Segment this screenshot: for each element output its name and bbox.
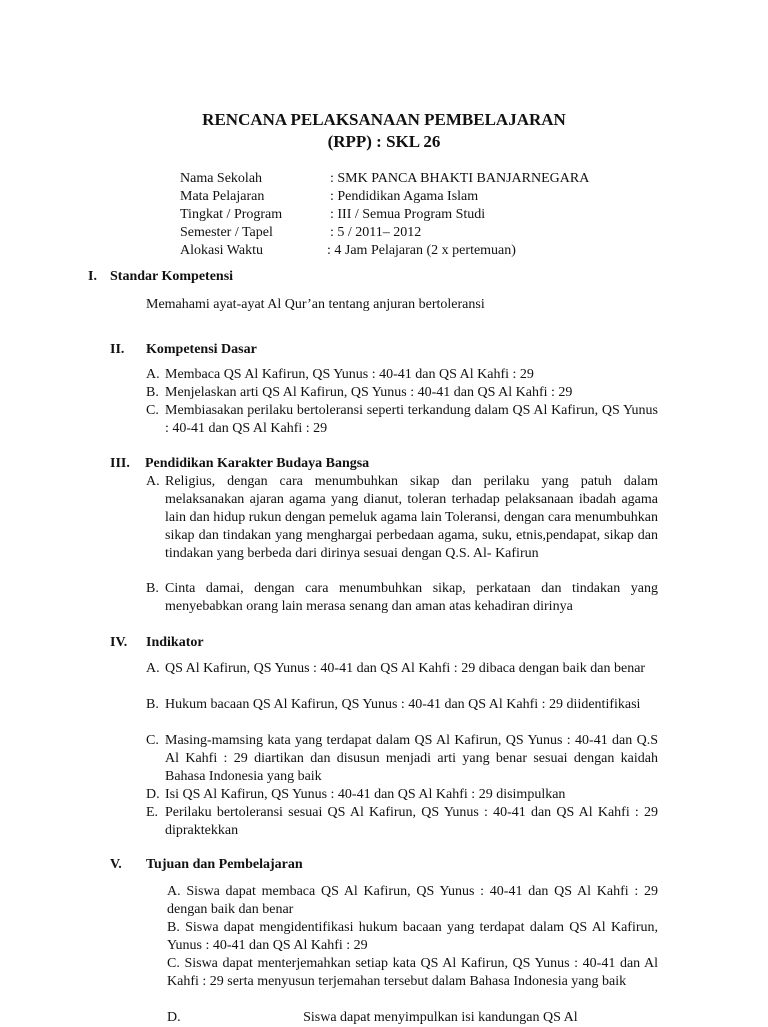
item-text: Membiasakan perilaku bertoleransi seperti terkandung dalam QS Al Kafirun, QS Yunus : 40-41 dan QS Al Kahfi : 29 (165, 403, 658, 436)
section-2-heading (110, 341, 257, 359)
item-marker: B. (146, 385, 159, 400)
info-row-level (180, 206, 485, 224)
item-text: Cinta damai, dengan cara menumbuhkan sikap, perkataan dan tindakan yang menyebabkan orang lain merasa senang dan aman atas kehadiran dirinya (165, 581, 658, 614)
list-item (146, 786, 658, 804)
section-number: IV. (110, 635, 128, 650)
info-value: : Pendidikan Agama Islam (330, 189, 479, 204)
section-5-heading (110, 856, 303, 874)
item-text: QS Al Kafirun, QS Yunus : 40-41 dan QS Al Kahfi : 29 dibaca dengan baik dan benar (165, 661, 646, 676)
item-marker: B. (146, 697, 159, 712)
objective-item: C. Siswa dapat menterjemahkan setiap kata QS Al Kafirun, QS Yunus : 40-41 dan Al Kahfi : 29 serta menyusun terjemahan tersebut dalam Bahasa Indonesia yang baik (167, 956, 658, 989)
list-item (146, 384, 658, 402)
item-marker: C. (146, 733, 159, 748)
section-1-text: Memahami ayat-ayat Al Qur’an tentang anjuran bertoleransi (146, 297, 485, 312)
item-text: Hukum bacaan QS Al Kafirun, QS Yunus : 40-41 dan QS Al Kahfi : 29 diidentifikasi (165, 697, 641, 712)
list-item (146, 366, 658, 384)
section-4-heading (110, 634, 204, 652)
list-item (146, 473, 658, 563)
item-marker: B. (146, 581, 159, 596)
item-text: Religius, dengan cara menumbuhkan sikap dan perilaku yang patuh dalam melaksanakan ajaran agama yang dianut, toleran terhadap pelaksanaan ibadah agama lain dan hidup rukun dengan pemeluk agama lain Toleransi, dengan cara menumbuhkan sikap dan tindakan yang menghargai perbedaan agama, suku, etnis,pendapat, sikap dan tindakan yang berbeda dari dirinya sesuai dengan Q.S. Al- Kafirun (165, 474, 658, 561)
list-item (146, 732, 658, 786)
info-label: Nama Sekolah (180, 171, 263, 186)
item-marker: D. (146, 787, 160, 802)
info-label: Mata Pelajaran (180, 189, 265, 204)
document-title-line-2: (RPP) : SKL 26 (327, 132, 441, 151)
item-marker: A. (146, 661, 160, 676)
list-item (146, 402, 658, 438)
item-text: Masing-mamsing kata yang terdapat dalam QS Al Kafirun, QS Yunus : 40-41 dan Q.S Al Kahfi : 29 diartikan dan disusun menjadi arti yang benar sesuai dengan kaidah Bahasa Indonesia yang baik (165, 733, 658, 784)
info-label: Alokasi Waktu (180, 243, 263, 258)
item-text: Perilaku bertoleransi sesuai QS Al Kafirun, QS Yunus : 40-41 dan QS Al Kahfi : 29 dipraktekkan (165, 805, 658, 838)
item-text: Isi QS Al Kafirun, QS Yunus : 40-41 dan QS Al Kahfi : 29 disimpulkan (165, 787, 566, 802)
section-1-heading (88, 268, 233, 286)
info-label: Semester / Tapel (180, 225, 273, 240)
section-number: II. (110, 342, 125, 357)
list-item (146, 696, 658, 714)
item-marker: C. (146, 403, 159, 418)
info-row-semester (180, 224, 421, 242)
info-row-subject (180, 188, 478, 206)
item-text: Membaca QS Al Kafirun, QS Yunus : 40-41 dan QS Al Kahfi : 29 (165, 367, 534, 382)
list-item (146, 660, 658, 678)
info-value: : III / Semua Program Studi (330, 207, 486, 222)
section-title: Indikator (146, 635, 204, 650)
info-value: : 4 Jam Pelajaran (2 x pertemuan) (327, 243, 516, 258)
section-3-heading (110, 455, 369, 473)
objective-item: D. Siswa dapat menyimpulkan isi kandungan QS Al (167, 1010, 578, 1025)
section-title: Tujuan dan Pembelajaran (146, 857, 303, 872)
list-item (146, 804, 658, 840)
item-marker: E. (146, 805, 159, 820)
info-row-school (180, 170, 589, 188)
section-title: Pendidikan Karakter Budaya Bangsa (145, 456, 370, 471)
section-number: V. (110, 857, 122, 872)
info-value: : 5 / 2011– 2012 (330, 225, 422, 240)
info-value: : SMK PANCA BHAKTI BANJARNEGARA (330, 171, 590, 186)
list-item (146, 580, 658, 616)
item-marker: A. (146, 474, 160, 489)
objective-item: B. Siswa dapat mengidentifikasi hukum bacaan yang terdapat dalam QS Al Kafirun, Yunus : 40-41 dan QS Al Kahfi : 29 (167, 920, 658, 953)
section-number: I. (88, 269, 97, 284)
objective-item: A. Siswa dapat membaca QS Al Kafirun, QS Yunus : 40-41 dan QS Al Kahfi : 29 dengan baik dan benar (167, 884, 658, 917)
document-title-line-1: RENCANA PELAKSANAAN PEMBELAJARAN (202, 110, 566, 129)
item-text: Menjelaskan arti QS Al Kafirun, QS Yunus : 40-41 dan QS Al Kahfi : 29 (165, 385, 573, 400)
info-label: Tingkat / Program (180, 207, 283, 222)
section-title: Kompetensi Dasar (146, 342, 257, 357)
section-number: III. (110, 456, 130, 471)
section-title: Standar Kompetensi (110, 269, 234, 284)
item-marker: A. (146, 367, 160, 382)
info-row-time (180, 242, 516, 260)
